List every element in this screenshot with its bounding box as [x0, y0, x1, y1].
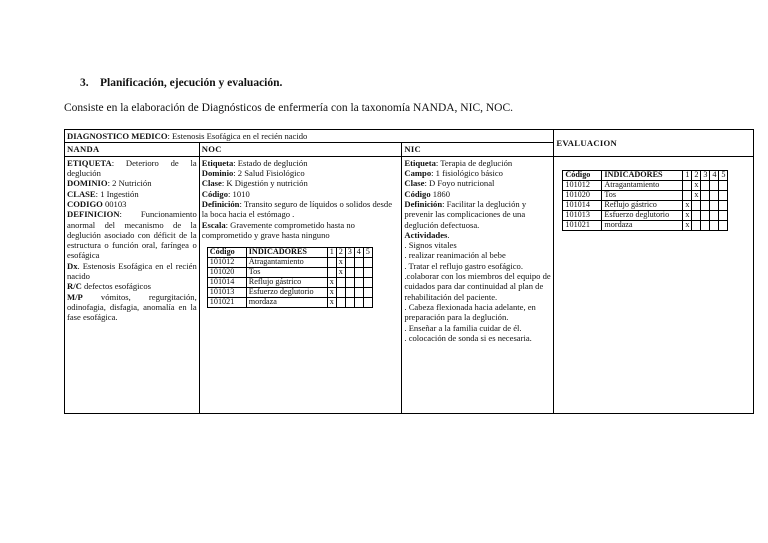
indicators-header-scale-2: 2 [692, 170, 701, 180]
care-plan-table [64, 129, 754, 414]
nic-etiqueta-value: : Terapia de deglución [435, 157, 513, 168]
noc-etiqueta-value: : Estado de deglución [233, 157, 308, 168]
indicator-mark [719, 210, 728, 220]
indicator-mark [363, 298, 372, 308]
list-item: . colocación de sonda si es necesaria. [404, 332, 532, 343]
diagnosis-label: DIAGNOSTICO MEDICO [67, 131, 168, 141]
indicators-header-name: INDICADORES [602, 170, 683, 180]
header-nic: NIC [402, 143, 554, 156]
indicator-mark: x [327, 298, 336, 308]
nanda-codigo-label: CODIGO [67, 198, 103, 209]
indicator-mark [692, 210, 701, 220]
noc-definicion-value: : Transito seguro de líquidos o solidos desde la boca hacia el estómago . [201, 198, 393, 220]
indicator-mark: x [336, 268, 345, 278]
indicator-mark: x [327, 278, 336, 288]
table-row [207, 278, 372, 288]
indicator-mark [710, 210, 719, 220]
indicator-mark [345, 278, 354, 288]
indicator-name: Esfuerzo deglutorio [246, 288, 327, 298]
nanda-definicion-value: : Funcionamiento anormal del mecanismo de la deglución asociado con déficit de la estructura o función oral, faríngea o esofágica [67, 209, 197, 261]
noc-dominio-value: : 2 Salud Fisiológico [233, 167, 305, 178]
indicators-header-row [563, 170, 728, 180]
noc-cell [199, 156, 402, 413]
noc-codigo [202, 189, 400, 199]
diagnosis-value: : Estenosis Esofágica en el recién nacido [167, 131, 308, 141]
indicator-code: 101021 [563, 220, 602, 230]
nic-actividades-value: . [447, 229, 450, 240]
indicator-mark [354, 268, 363, 278]
indicator-mark [710, 200, 719, 210]
nic-actividades-label: Actividades [404, 229, 448, 240]
nanda-dx [67, 261, 197, 282]
table-row [563, 220, 728, 230]
indicators-header-code: Código [207, 248, 246, 258]
indicator-mark [363, 288, 372, 298]
indicator-code: 101021 [207, 298, 246, 308]
indicator-name: Tos [602, 190, 683, 200]
indicator-mark [710, 220, 719, 230]
noc-dominio-label: Dominio [201, 167, 234, 178]
indicator-mark: x [683, 220, 692, 230]
nanda-etiqueta [67, 158, 197, 179]
indicator-mark: x [692, 190, 701, 200]
nanda-definicion [67, 209, 197, 261]
indicator-mark [701, 210, 710, 220]
noc-dominio [202, 168, 400, 178]
nanda-rc-label: R/C [67, 281, 82, 292]
indicator-mark [345, 268, 354, 278]
indicators-header-scale-4: 4 [354, 248, 363, 258]
indicator-mark [719, 200, 728, 210]
indicator-mark [701, 220, 710, 230]
nic-codigo-value: 1860 [430, 188, 450, 199]
list-item: .colaborar con los miembros del equipo de cuidados para dar continuidad al plan de rehabilitación del paciente. [404, 271, 551, 302]
noc-definicion-label: Definición [201, 198, 240, 209]
indicator-mark [354, 288, 363, 298]
table-row [563, 180, 728, 190]
indicator-mark: x [683, 210, 692, 220]
nanda-codigo [67, 199, 197, 209]
noc-etiqueta [202, 158, 400, 168]
indicator-mark [701, 190, 710, 200]
nanda-dx-label: Dx [67, 260, 78, 271]
list-item: . realizar reanimación al bebe [404, 250, 506, 261]
indicators-header-scale-3: 3 [345, 248, 354, 258]
table-row [563, 200, 728, 210]
section-heading [80, 77, 282, 89]
indicator-mark [336, 288, 345, 298]
indicators-header-row [207, 248, 372, 258]
nanda-clase-label: CLASE [67, 188, 96, 199]
table-row [207, 298, 372, 308]
indicator-mark: x [336, 258, 345, 268]
noc-escala [202, 220, 400, 241]
indicator-mark [327, 268, 336, 278]
indicator-mark [345, 298, 354, 308]
indicator-mark: x [692, 180, 701, 190]
nanda-etiqueta-label: ETIQUETA [67, 157, 112, 168]
indicator-mark [354, 258, 363, 268]
indicator-mark [710, 180, 719, 190]
indicator-mark [336, 278, 345, 288]
noc-escala-label: Escala [201, 219, 226, 230]
nanda-rc-value: defectos esofágicos [81, 281, 152, 292]
nic-etiqueta [404, 158, 551, 168]
indicator-mark [363, 278, 372, 288]
indicator-mark: x [683, 200, 692, 210]
nanda-etiqueta-value: : Deterioro de la deglución [67, 157, 197, 178]
indicator-mark [710, 190, 719, 200]
indicator-mark [354, 298, 363, 308]
indicator-name: mordaza [602, 220, 683, 230]
indicators-header-scale-5: 5 [719, 170, 728, 180]
indicators-header-scale-2: 2 [336, 248, 345, 258]
noc-clase-label: Clase [201, 178, 222, 189]
indicators-header-scale-5: 5 [363, 248, 372, 258]
nanda-dominio-label: DOMINIO [67, 178, 108, 189]
indicator-code: 101012 [563, 180, 602, 190]
indicator-name: mordaza [246, 298, 327, 308]
nic-clase-label: Clase [404, 178, 425, 189]
nic-codigo [404, 189, 551, 199]
indicator-code: 101014 [563, 200, 602, 210]
nanda-mp-value: vómitos, regurgitación, odinofagia, disfagia, anomalía en la fase esofágica. [67, 291, 197, 323]
nanda-clase [67, 189, 197, 199]
indicator-mark [701, 200, 710, 210]
table-row [563, 210, 728, 220]
indicator-name: Reflujo gástrico [602, 200, 683, 210]
indicator-mark [692, 200, 701, 210]
nic-definicion [404, 199, 551, 230]
indicators-header-scale-4: 4 [710, 170, 719, 180]
indicator-mark [354, 278, 363, 288]
indicator-name: Atragantamiento [602, 180, 683, 190]
table-row [207, 258, 372, 268]
indicators-header-scale-3: 3 [701, 170, 710, 180]
nanda-cell [65, 156, 200, 413]
noc-etiqueta-label: Etiqueta [201, 157, 234, 168]
table-row [207, 288, 372, 298]
noc-clase-value: : K Digestión y nutrición [221, 178, 308, 189]
indicator-mark [719, 190, 728, 200]
indicator-mark [363, 268, 372, 278]
indicator-name: Reflujo gástrico [246, 278, 327, 288]
indicator-code: 101012 [207, 258, 246, 268]
indicator-code: 101013 [207, 288, 246, 298]
indicator-name: Atragantamiento [246, 258, 327, 268]
noc-indicators-table [207, 247, 373, 308]
nic-campo-value: : 1 fisiológico básico [431, 167, 503, 178]
indicator-mark: x [327, 288, 336, 298]
nic-etiqueta-label: Etiqueta [404, 157, 436, 168]
noc-codigo-value: : 1010 [228, 188, 250, 199]
indicator-code: 101013 [563, 210, 602, 220]
noc-definicion [202, 199, 400, 220]
section-number: 3. [80, 77, 89, 89]
indicator-code: 101014 [207, 278, 246, 288]
list-item: . Tratar el reflujo gastro esofágico. [404, 260, 523, 271]
indicator-code: 101020 [207, 268, 246, 278]
indicator-mark [692, 220, 701, 230]
nic-campo [404, 168, 551, 178]
indicator-mark [327, 258, 336, 268]
indicator-mark [345, 288, 354, 298]
nic-definicion-label: Definición [404, 198, 443, 209]
table-row [563, 190, 728, 200]
nanda-dominio-value: : 2 Nutrición [107, 178, 152, 189]
nic-campo-label: Campo [404, 167, 432, 178]
diagnosis-row [65, 130, 554, 143]
header-evaluacion: EVALUACION [554, 130, 754, 157]
noc-clase [202, 178, 400, 188]
noc-codigo-label: Código [201, 188, 229, 199]
table-row [207, 268, 372, 278]
indicators-header-code: Código [563, 170, 602, 180]
indicator-mark [719, 180, 728, 190]
list-item: . Cabeza flexionada hacia adelante, en preparación para la deglución. [404, 302, 536, 323]
nic-actividades [404, 230, 551, 240]
noc-escala-value: : Gravemente comprometido hasta no comprometido y grave hasta ninguno [201, 219, 355, 240]
nic-clase-value: : D Foyo nutricional [424, 178, 495, 189]
indicator-mark [719, 220, 728, 230]
list-item: . Enseñar a la familia cuidar de él. [404, 322, 522, 333]
indicator-mark [336, 298, 345, 308]
nic-definicion-value: : Facilitar la deglución y prevenir las complicaciones de una deglución defectuosa. [404, 198, 527, 230]
nanda-dx-value: . Estenosis Esofágica en el recién nacido [67, 260, 197, 282]
nanda-mp [67, 292, 197, 323]
evaluacion-cell [554, 156, 754, 413]
indicator-name: Esfuerzo deglutorio [602, 210, 683, 220]
indicator-mark [683, 180, 692, 190]
header-nanda: NANDA [65, 143, 200, 156]
nanda-definicion-label: DEFINICION [67, 209, 120, 220]
header-noc: NOC [199, 143, 402, 156]
indicator-mark [363, 258, 372, 268]
nic-cell [402, 156, 554, 413]
nanda-clase-value: : 1 Ingestión [95, 188, 139, 199]
indicators-header-scale-1: 1 [327, 248, 336, 258]
section-title: Planificación, ejecución y evaluación. [100, 77, 283, 89]
indicator-mark [683, 190, 692, 200]
nanda-dominio [67, 178, 197, 188]
indicators-header-name: INDICADORES [246, 248, 327, 258]
nic-codigo-label: Código [404, 188, 431, 199]
nic-clase [404, 178, 551, 188]
indicator-mark [701, 180, 710, 190]
intro-paragraph: Consiste en la elaboración de Diagnósticos de enfermería con la taxonomía NANDA, NIC, NOC. [64, 102, 514, 114]
nanda-rc [67, 281, 197, 291]
nanda-codigo-value: 00103 [102, 198, 127, 209]
indicator-code: 101020 [563, 190, 602, 200]
nanda-mp-label: M/P [67, 291, 83, 302]
indicator-name: Tos [246, 268, 327, 278]
evaluation-indicators-table [562, 170, 728, 231]
indicators-header-scale-1: 1 [683, 170, 692, 180]
indicator-mark [345, 258, 354, 268]
list-item: . Signos vitales [404, 240, 457, 251]
